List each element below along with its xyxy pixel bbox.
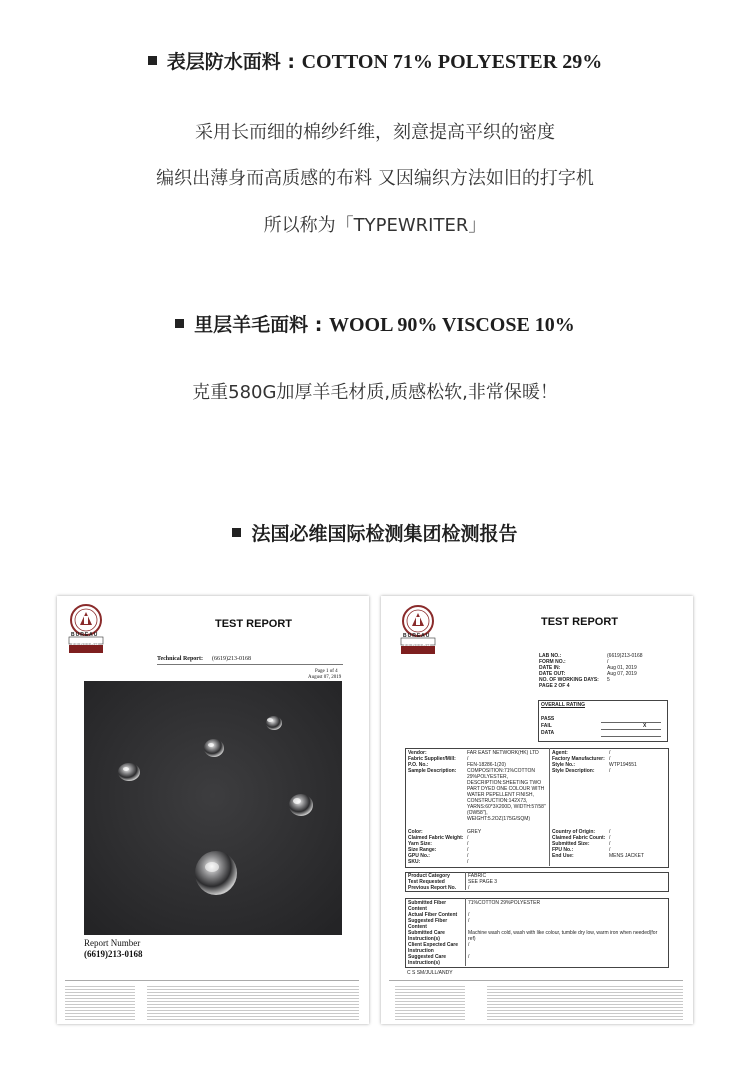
fiber-key: Client Expected Care Instruction: [408, 942, 459, 954]
rating-data: DATA: [541, 730, 555, 736]
logo-bureau-text: BUREAU: [403, 633, 431, 639]
detail-value: /: [609, 847, 611, 853]
fiber-key: Submitted Fiber Content: [408, 900, 447, 912]
category-key: Previous Report No.: [408, 885, 457, 891]
overall-rating-title: OVERALL RATING: [541, 702, 585, 708]
meta-key: DATE OUT:: [539, 671, 566, 677]
report-heading: [0, 519, 750, 546]
detail-value: FAR EAST NETWORK(HK) LTD: [467, 750, 539, 756]
fiber-key: Suggested Fiber Content: [408, 918, 448, 930]
meta-value: Aug 01, 2019: [607, 665, 637, 671]
fiber-value: /: [468, 918, 470, 924]
category-value: /: [468, 885, 470, 891]
detail-key: Fabric Supplier/Mill:: [408, 756, 456, 762]
detail-key: Claimed Fabric Weight:: [408, 835, 464, 841]
detail-key: End Use:: [552, 853, 574, 859]
meta-value: Aug 07, 2019: [607, 671, 637, 677]
report-number-label: Report Number: [84, 938, 141, 948]
outer-desc-line-3: 所以称为「TYPEWRITER」: [263, 215, 487, 236]
meta-key: NO. OF WORKING DAYS:: [539, 677, 599, 683]
detail-value: /: [609, 768, 611, 774]
detail-key: Style No.:: [552, 762, 576, 768]
detail-key: GPU No.:: [408, 853, 430, 859]
logo-veritas-text: VERITAS: [71, 641, 100, 647]
footer-address: [395, 984, 465, 1020]
detail-key: Color:: [408, 829, 423, 835]
detail-value: /: [467, 841, 469, 847]
fiber-value: /: [468, 912, 470, 918]
tech-report-label: Technical Report:: [157, 656, 203, 662]
bureau-veritas-logo: [399, 604, 437, 656]
care-instruction: Machine wash cold, wash with like colour, tumble dry low, warm iron when needed(for ref): [468, 930, 658, 942]
detail-value: /: [467, 756, 469, 762]
detail-value: /: [609, 756, 611, 762]
detail-key: FPU No.:: [552, 847, 574, 853]
detail-value: /: [609, 750, 611, 756]
fiber-key: Submitted Care Instruction(s): [408, 930, 445, 942]
detail-value: /: [467, 859, 469, 865]
category-key: Product Category: [408, 873, 450, 879]
fiber-key: Actual Fiber Content: [408, 912, 458, 918]
rating-pass: PASS: [541, 716, 555, 722]
bureau-veritas-logo: [67, 603, 105, 655]
meta-value: /: [607, 659, 609, 665]
report-title: TEST REPORT: [541, 616, 619, 628]
meta-value: 5: [607, 677, 610, 683]
fail-mark: X: [643, 723, 647, 729]
report-sheet-2: [381, 596, 693, 1024]
detail-value: /: [467, 835, 469, 841]
inner-layer-value: WOOL 90% VISCOSE 10%: [329, 314, 575, 336]
logo-veritas-text: VERITAS: [403, 642, 432, 648]
outer-desc-line-2: 编织出薄身而高质感的布料 又因编织方法如旧的打字机: [156, 168, 594, 189]
detail-value: /: [467, 853, 469, 859]
rating-fail: FAIL: [541, 723, 552, 729]
outer-desc-line-1: 采用长而细的棉纱纤维，刻意提高平织的密度: [195, 122, 555, 143]
meta-key: PAGE 2 OF 4: [539, 683, 570, 689]
report-date: August 07, 2019: [308, 675, 342, 680]
fiber-value: /: [468, 954, 470, 960]
fiber-value: 71%COTTON 29%POLYESTER: [468, 900, 541, 906]
signature-line: C S SM/JULL/ANDY: [407, 970, 453, 976]
detail-value: MENS JACKET: [609, 853, 645, 859]
bullet-square-icon: [232, 528, 241, 537]
report-title: TEST REPORT: [215, 618, 293, 630]
sample-description: COMPOSITION:71%COTTON 29%POLYESTER, DESCRIPTION:SHEETING TWO PART DYED ONE COLOUR WITH WATER PEPELLENT FINISH, CONSTRUCTION:142X73, YARNS:60*3X200D, WIDTH:57/58"(OW58"), WEIGHT:5.2OZ(175G/SQM): [467, 768, 546, 822]
outer-layer-value: COTTON 71% POLYESTER 29%: [301, 51, 603, 73]
bullet-square-icon: [175, 319, 184, 328]
meta-key: FORM NO.:: [539, 659, 566, 665]
report-sheet-1: [57, 596, 369, 1024]
detail-key: Yarn Size:: [408, 841, 432, 847]
detail-value: GREY: [467, 829, 482, 835]
fiber-value: /: [468, 942, 470, 948]
detail-key: P.O. No.:: [408, 762, 429, 768]
logo-bureau-text: BUREAU: [71, 632, 99, 638]
category-value: SEE PAGE 3: [468, 879, 498, 885]
inner-layer-heading: [0, 310, 750, 337]
inner-layer-label: 里层羊毛面料 :: [194, 314, 329, 336]
inner-desc: 克重580G加厚羊毛材质,质感松软,非常保暖！: [192, 382, 558, 403]
fiber-key: Suggested Care Instruction(s): [408, 954, 447, 966]
detail-value: /: [467, 847, 469, 853]
detail-value: WTP194551: [609, 762, 637, 768]
detail-value: /: [609, 841, 611, 847]
page-indicator: Page 1 of 4: [315, 669, 338, 674]
footer-disclaimer: [147, 984, 359, 1020]
detail-key: SKU:: [408, 859, 421, 865]
detail-key: Country of Origin:: [552, 829, 596, 835]
detail-key: Style Description:: [552, 768, 595, 774]
category-key: Test Requested: [408, 879, 445, 885]
bullet-square-icon: [148, 56, 157, 65]
detail-key: Size Range:: [408, 847, 437, 853]
meta-key: LAB NO.:: [539, 653, 562, 659]
outer-layer-heading: [0, 47, 750, 74]
detail-key: Agent:: [552, 750, 568, 756]
footer-disclaimer: [487, 984, 683, 1020]
meta-key: DATE IN:: [539, 665, 561, 671]
detail-key: Vendor:: [408, 750, 427, 756]
detail-key: Factory Manufacturer:: [552, 756, 605, 762]
tech-report-value: (6619)213-0168: [212, 656, 251, 662]
report-heading-text: 法国必维国际检测集团检测报告: [251, 523, 518, 545]
detail-value: /: [609, 835, 611, 841]
detail-key: Sample Description:: [408, 768, 457, 774]
report-number-value: (6619)213-0168: [84, 949, 143, 959]
outer-layer-label: 表层防水面料 :: [166, 51, 302, 73]
fabric-droplet-photo: [84, 681, 342, 935]
detail-key: Claimed Fabric Count:: [552, 835, 606, 841]
category-value: FABRIC: [468, 873, 487, 879]
footer-address: [65, 984, 135, 1020]
detail-key: Submitted Size:: [552, 841, 590, 847]
meta-value: (6619)213-0168: [607, 653, 643, 659]
detail-value: /: [609, 829, 611, 835]
detail-value: FEN-18286-1(20): [467, 762, 506, 768]
